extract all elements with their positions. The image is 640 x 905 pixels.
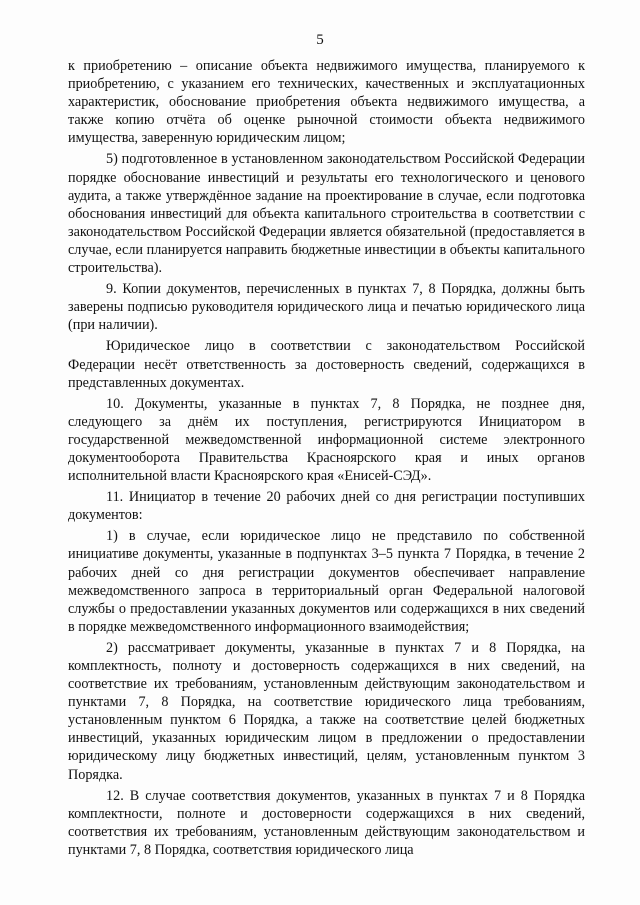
paragraph-clause-9: 9. Копии документов, перечисленных в пунктах 7, 8 Порядка, должны быть заверены подписью руководителя юридического лица и печатью юридического лица (при наличии). — [68, 281, 585, 334]
page-number: 5 — [316, 32, 324, 48]
paragraph-clause-12: 12. В случае соответствия документов, указанных в пунктах 7 и 8 Порядка комплектности, полноте и достоверности содержащихся в них сведений, соответствия их требованиям, установленным действующим законодательством и пунктами 7, 8 Порядка, соответствия юридического лица — [68, 787, 585, 858]
paragraph-clause-11: 11. Инициатор в течение 20 рабочих дней со дня регистрации поступивших документов: — [68, 489, 585, 524]
paragraph-continuation: к приобретению – описание объекта недвижимого имущества, планируемого к приобретению, с указанием его технических, качественных и эксплуатационных характеристик, обоснование приобретения объекта недвижимого имущества, а также копию отчёта об оценке рыночной стоимости объекта недвижимого имущества, заверенную юридическим лицом; — [68, 58, 585, 147]
document-body — [68, 57, 585, 859]
paragraph-clause-11-item-2: 2) рассматривает документы, указанные в пунктах 7 и 8 Порядка, на комплектность, полноту и достоверность содержащихся в них сведений, на соответствие их требованиям, установленным действующим законодательством и пунктами 7, 8 Порядка, на соответствие юридического лица требованиям, установленным пунктом 6 Порядка, а также на соответствие целей бюджетных инвестиций, указанных юридическим лицом в предложении о предоставлении юридическому лицу бюджетных инвестиций, целям, установленным пунктом 3 Порядка. — [68, 639, 585, 783]
paragraph-clause-10: 10. Документы, указанные в пунктах 7, 8 Порядка, не позднее дня, следующего за днём их поступления, регистрируются Инициатором в государственной межведомственной информационной системе электронного документооборота Правительства Красноярского края и иных органов исполнительной власти Красноярского края «Енисей-СЭД». — [68, 395, 585, 485]
paragraph-item-5: 5) подготовленное в установленном законодательством Российской Федерации порядке обоснование инвестиций и результаты его технологического и ценового аудита, а также утверждённое задание на проектирование в случае, если подготовка обоснования инвестиций для объекта капитального строительства в соответствии с законодательством Российской Федерации является обязательной (предоставляется в случае, если планируется направить бюджетные инвестиции в объекты капитального строительства). — [68, 151, 585, 277]
paragraph-clause-11-item-1: 1) в случае, если юридическое лицо не представило по собственной инициативе документы, указанные в подпунктах 3–5 пункта 7 Порядка, в течение 2 рабочих дней со дня регистрации документов обеспечивает направление межведомственного запроса в территориальный орган Федеральной налоговой службы о предоставлении указанных документов или содержащихся в них сведений в порядке межведомственного информационного взаимодействия; — [68, 528, 585, 635]
paragraph-responsibility: Юридическое лицо в соответствии с законодательством Российской Федерации несёт ответственность за достоверность сведений, содержащихся в представленных документах. — [68, 338, 585, 391]
